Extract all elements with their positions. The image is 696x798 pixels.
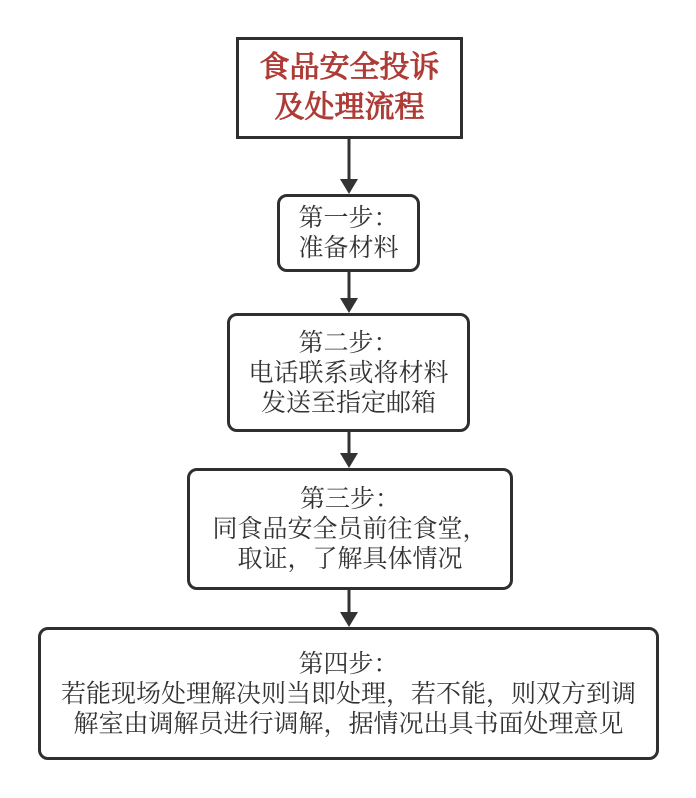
- step-box-3: [187, 468, 513, 590]
- step-1-label: 第一步：: [298, 204, 399, 232]
- arrow-stem: [348, 590, 351, 614]
- step-2-label: 第二步：: [298, 328, 399, 357]
- step-3-text-line-2: 取证，了解具体情况: [237, 545, 463, 573]
- arrow-stem: [348, 432, 351, 455]
- step-box-1: [277, 194, 420, 272]
- title-line-1: 食品安全投诉: [259, 51, 440, 84]
- step-4-text-line-1: 若能现场处理解决则当即处理，若不能，则双方到调: [60, 679, 636, 708]
- arrowhead-down-icon: [340, 453, 358, 468]
- arrow-stem: [348, 139, 351, 181]
- flowchart-title-box: [236, 37, 463, 139]
- step-4-text-line-2: 解室由调解员进行调解，据情况出具书面处理意见: [73, 709, 624, 738]
- step-3-text-line-1: 同食品安全员前往食堂，: [212, 515, 488, 543]
- step-box-2: [227, 313, 470, 432]
- arrowhead-down-icon: [340, 298, 358, 313]
- flow-arrow-4: [340, 590, 358, 627]
- step-1-text: 准备材料: [298, 234, 399, 262]
- arrowhead-down-icon: [340, 179, 358, 194]
- flow-arrow-3: [340, 432, 358, 468]
- arrow-stem: [348, 272, 351, 300]
- arrowhead-down-icon: [340, 612, 358, 627]
- title-line-2: 及处理流程: [274, 91, 425, 124]
- flow-arrow-2: [340, 272, 358, 313]
- step-4-label: 第四步：: [298, 649, 399, 678]
- step-3-label: 第三步：: [299, 485, 400, 513]
- flow-arrow-1: [340, 139, 358, 194]
- step-box-4: [38, 627, 659, 760]
- step-2-text-line-2: 发送至指定邮箱: [260, 388, 436, 417]
- step-2-text-line-1: 电话联系或将材料: [248, 358, 449, 387]
